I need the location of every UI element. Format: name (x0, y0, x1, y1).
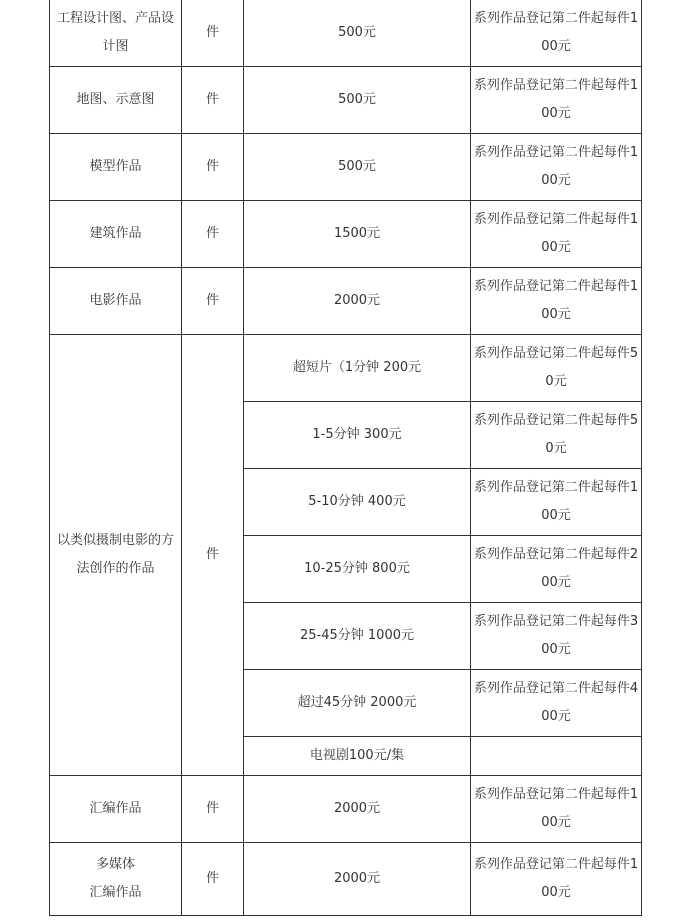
work-type-cell (50, 843, 182, 916)
table-row (50, 843, 642, 916)
work-type-cell: 模型作品 (50, 134, 182, 201)
fee-cell: 25-45分钟 1000元 (244, 603, 471, 670)
work-type-cell: 汇编作品 (50, 776, 182, 843)
fee-cell: 超短片（1分钟 200元 (244, 335, 471, 402)
table-row (50, 201, 642, 268)
unit-cell: 件 (182, 0, 244, 67)
table-row (50, 0, 642, 67)
unit-cell: 件 (182, 843, 244, 916)
work-type-cell: 电影作品 (50, 268, 182, 335)
work-type-cell: 地图、示意图 (50, 67, 182, 134)
note-cell: 系列作品登记第二件起每件50元 (471, 402, 642, 469)
work-type-cell: 工程设计图、产品设计图 (50, 0, 182, 67)
fee-cell: 超过45分钟 2000元 (244, 670, 471, 737)
note-cell: 系列作品登记第二件起每件200元 (471, 536, 642, 603)
unit-cell: 件 (182, 268, 244, 335)
fee-cell: 1500元 (244, 201, 471, 268)
fee-cell: 电视剧100元/集 (244, 737, 471, 776)
note-cell: 系列作品登记第二件起每件100元 (471, 268, 642, 335)
note-cell: 系列作品登记第二件起每件400元 (471, 670, 642, 737)
note-cell: 系列作品登记第二件起每件100元 (471, 776, 642, 843)
work-type-cell: 以类似摄制电影的方法创作的作品 (50, 335, 182, 776)
table-row (50, 335, 642, 402)
table-row (50, 776, 642, 843)
note-cell: 系列作品登记第二件起每件100元 (471, 201, 642, 268)
unit-cell: 件 (182, 776, 244, 843)
fee-cell: 2000元 (244, 268, 471, 335)
note-cell (471, 737, 642, 776)
unit-cell: 件 (182, 67, 244, 134)
table-row (50, 268, 642, 335)
note-cell: 系列作品登记第二件起每件100元 (471, 67, 642, 134)
note-cell: 系列作品登记第二件起每件100元 (471, 0, 642, 67)
work-type-line: 多媒体 (95, 857, 135, 872)
fee-cell: 2000元 (244, 843, 471, 916)
work-type-line: 汇编作品 (89, 885, 142, 900)
work-type-cell: 建筑作品 (50, 201, 182, 268)
note-cell: 系列作品登记第二件起每件50元 (471, 335, 642, 402)
fee-cell: 2000元 (244, 776, 471, 843)
fee-cell: 1-5分钟 300元 (244, 402, 471, 469)
fee-cell: 500元 (244, 67, 471, 134)
note-cell: 系列作品登记第二件起每件100元 (471, 843, 642, 916)
note-cell: 系列作品登记第二件起每件300元 (471, 603, 642, 670)
unit-cell: 件 (182, 201, 244, 268)
fee-cell: 500元 (244, 134, 471, 201)
note-cell: 系列作品登记第二件起每件100元 (471, 134, 642, 201)
table-row (50, 67, 642, 134)
fee-cell: 5-10分钟 400元 (244, 469, 471, 536)
table-row (50, 134, 642, 201)
unit-cell: 件 (182, 134, 244, 201)
note-cell: 系列作品登记第二件起每件100元 (471, 469, 642, 536)
fee-cell: 10-25分钟 800元 (244, 536, 471, 603)
unit-cell: 件 (182, 335, 244, 776)
fee-cell: 500元 (244, 0, 471, 67)
fee-table (49, 0, 642, 916)
